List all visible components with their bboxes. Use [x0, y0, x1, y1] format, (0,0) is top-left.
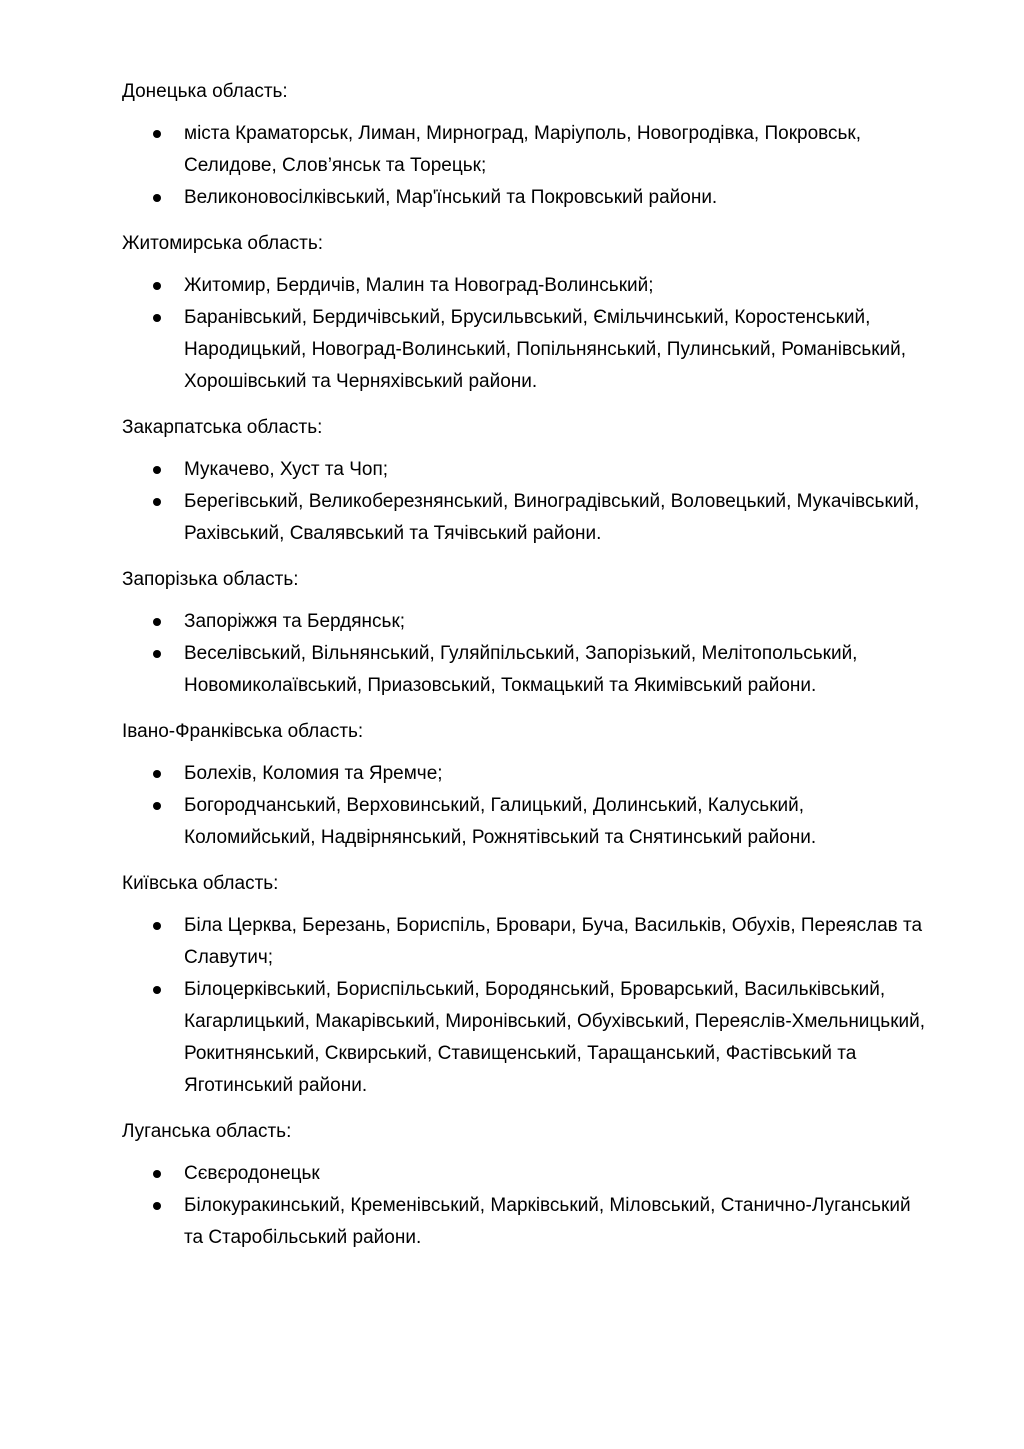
region-title: Івано-Франківська область:	[122, 721, 364, 742]
region-list	[122, 758, 932, 854]
region-section-donetsk	[122, 76, 932, 214]
bullet-icon	[153, 314, 161, 322]
list-item-text: міста Краматорськ, Лиман, Мирноград, Маріуполь, Новогродівка, Покровськ, Селидове, Слов’янськ та Торецьк;	[184, 123, 862, 176]
bullet-icon	[153, 1202, 161, 1210]
region-list	[122, 118, 932, 214]
bullet-icon	[153, 130, 161, 138]
region-list	[122, 1158, 932, 1254]
list-item	[122, 606, 932, 638]
list-item-text: Білокуракинський, Кременівський, Марківський, Міловський, Станично-Луганський та Старобільський райони.	[184, 1195, 911, 1248]
region-title: Запорізька область:	[122, 569, 299, 590]
bullet-icon	[153, 802, 161, 810]
list-item-text: Мукачево, Хуст та Чоп;	[184, 459, 389, 480]
document-body	[122, 76, 932, 1268]
region-section-zaporizhzhia	[122, 564, 932, 702]
region-section-zhytomyr	[122, 228, 932, 398]
list-item	[122, 182, 932, 214]
list-item	[122, 1190, 932, 1254]
region-list	[122, 270, 932, 398]
bullet-icon	[153, 194, 161, 202]
bullet-icon	[153, 466, 161, 474]
list-item-text: Баранівський, Бердичівський, Брусильвський, Ємільчинський, Коростенський, Народицький, Новоград-Волинський, Попільнянський, Пулинський, Романівський, Хорошівський та Черняхівський райони.	[184, 307, 907, 392]
list-item-text: Сєвєродонецьк	[184, 1163, 320, 1184]
bullet-icon	[153, 498, 161, 506]
list-item	[122, 974, 932, 1102]
bullet-icon	[153, 770, 161, 778]
list-item	[122, 118, 932, 182]
list-item	[122, 486, 932, 550]
region-title: Київська область:	[122, 873, 279, 894]
list-item	[122, 790, 932, 854]
list-item-text: Білоцерківський, Бориспільський, Бородянський, Броварський, Васильківський, Кагарлицький, Макарівський, Миронівський, Обухівський, Переяслів-Хмельницький, Рокитнянський, Сквирський, Ставищенський, Таращанський, Фастівський та Яготинський райони.	[184, 979, 926, 1096]
list-item-text: Богородчанський, Верховинський, Галицький, Долинський, Калуський, Коломийський, Надвірнянський, Рожнятівський та Снятинський райони.	[184, 795, 817, 848]
list-item-text: Запоріжжя та Бердянськ;	[184, 611, 406, 632]
region-title: Донецька область:	[122, 81, 288, 102]
region-title: Закарпатська область:	[122, 417, 323, 438]
bullet-icon	[153, 1170, 161, 1178]
bullet-icon	[153, 986, 161, 994]
region-list	[122, 606, 932, 702]
region-section-kyiv	[122, 868, 932, 1102]
region-section-ivano-frankivsk	[122, 716, 932, 854]
region-section-luhansk	[122, 1116, 932, 1254]
bullet-icon	[153, 282, 161, 290]
bullet-icon	[153, 650, 161, 658]
list-item	[122, 1158, 932, 1190]
list-item-text: Веселівський, Вільнянський, Гуляйпільський, Запорізький, Мелітопольський, Новомиколаївський, Приазовський, Токмацький та Якимівський райони.	[184, 643, 858, 696]
list-item	[122, 758, 932, 790]
region-list	[122, 910, 932, 1102]
list-item-text: Берегівський, Великоберезнянський, Виноградівський, Воловецький, Мукачівський, Рахівський, Свалявський та Тячівський райони.	[184, 491, 920, 544]
list-item-text: Великоновосілківський, Мар'їнський та Покровський райони.	[184, 187, 718, 208]
region-section-zakarpattia	[122, 412, 932, 550]
bullet-icon	[153, 922, 161, 930]
list-item-text: Біла Церква, Березань, Бориспіль, Бровари, Буча, Васильків, Обухів, Переяслав та Славутич;	[184, 915, 923, 968]
region-title: Житомирська область:	[122, 233, 324, 254]
list-item	[122, 270, 932, 302]
list-item-text: Болехів, Коломия та Яремче;	[184, 763, 443, 784]
list-item	[122, 454, 932, 486]
list-item	[122, 910, 932, 974]
list-item	[122, 302, 932, 398]
list-item-text: Житомир, Бердичів, Малин та Новоград-Волинський;	[184, 275, 654, 296]
list-item	[122, 638, 932, 702]
region-list	[122, 454, 932, 550]
region-title: Луганська область:	[122, 1121, 292, 1142]
bullet-icon	[153, 618, 161, 626]
